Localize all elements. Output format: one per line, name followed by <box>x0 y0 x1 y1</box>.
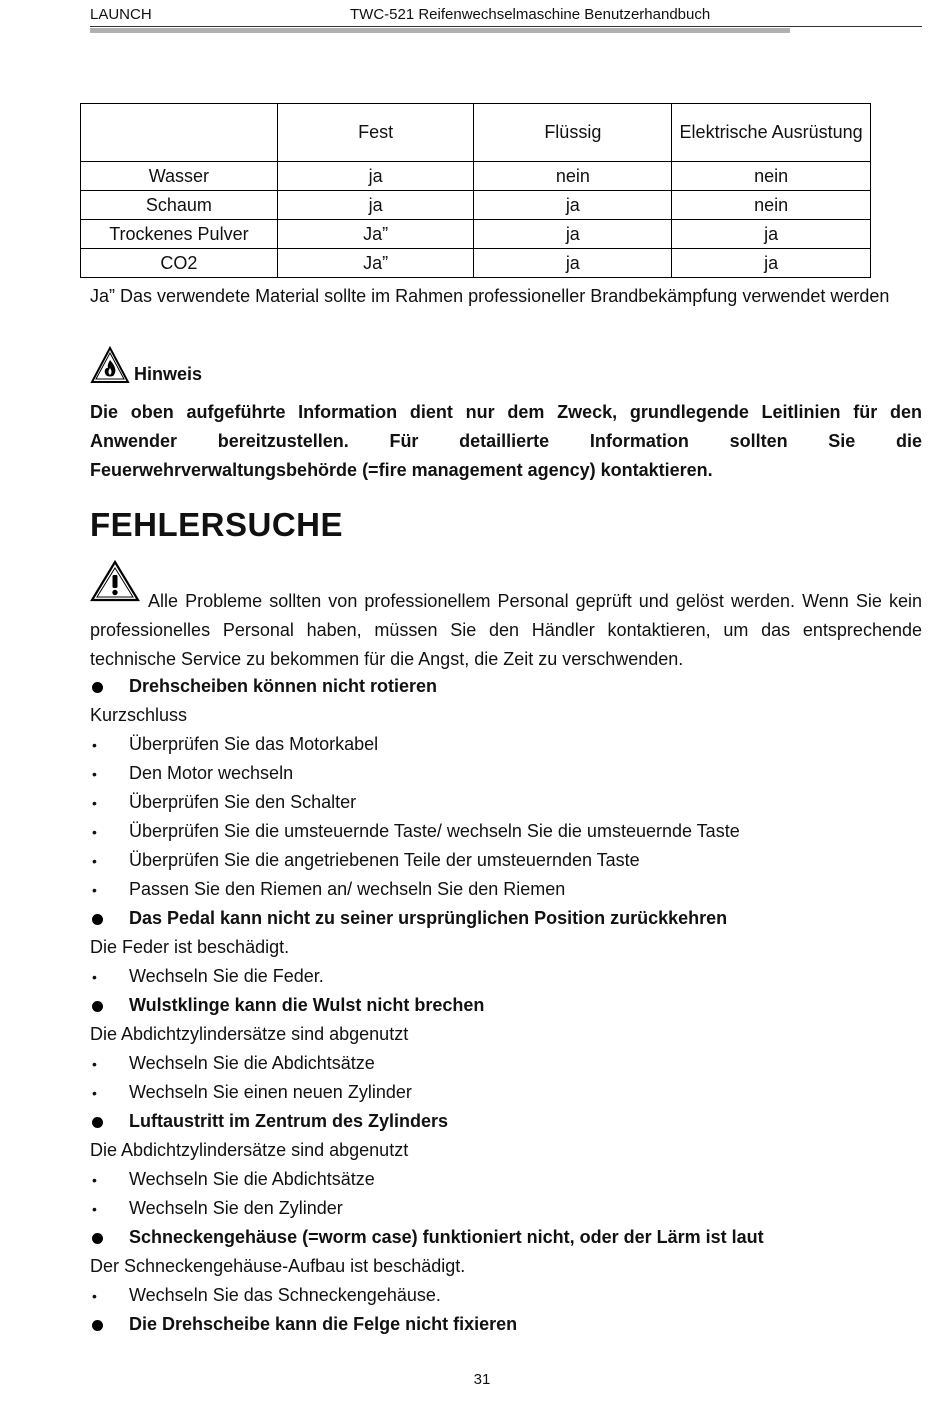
table-cell: ja <box>672 220 871 249</box>
header-shadow-bar <box>90 28 790 33</box>
table-header-row <box>81 104 871 162</box>
header-brand: LAUNCH <box>90 6 152 23</box>
cause-text <box>90 1020 922 1049</box>
filled-circle-bullet-icon <box>90 991 120 1020</box>
small-bullet-icon: • <box>92 795 97 811</box>
table-footnote: Ja” Das verwendete Material sollte im Rahmen professioneller Brandbekämpfung verwendet werden <box>90 286 890 306</box>
list-item <box>90 846 922 875</box>
cause-text <box>90 1252 922 1281</box>
list-item <box>90 1165 922 1194</box>
list-item-text: Wechseln Sie das Schneckengehäuse. <box>129 1285 441 1305</box>
list-item-text: Wechseln Sie die Abdichtsätze <box>129 1053 375 1073</box>
page-header <box>90 6 790 26</box>
problem-heading <box>90 904 922 933</box>
table-cell: ja <box>474 249 672 278</box>
list-item-text: Der Schneckengehäuse-Aufbau ist beschädigt. <box>90 1256 466 1276</box>
list-item <box>90 1194 922 1223</box>
list-item-text: Überprüfen Sie die angetriebenen Teile der umsteuernden Taste <box>129 850 640 870</box>
table-header-cell: Elektrische Ausrüstung <box>672 104 871 162</box>
list-item-text: Wechseln Sie die Abdichtsätze <box>129 1169 375 1189</box>
warning-text: Alle Probleme sollten von professionellem Personal geprüft und gelöst werden. Wenn Sie kein professionelles Personal haben, müssen Sie den Händler kontaktieren, um das entsprechende technische Service zu bekommen für die Angst, die Zeit zu verschwenden. <box>90 591 922 669</box>
problem-heading <box>90 991 922 1020</box>
list-item-text: Wechseln Sie die Feder. <box>129 966 324 986</box>
list-item <box>90 875 922 904</box>
list-item-text: Kurzschluss <box>90 705 188 725</box>
header-rule <box>90 26 922 27</box>
table-cell: ja <box>474 191 672 220</box>
filled-circle-bullet-icon <box>90 1223 120 1252</box>
filled-circle-bullet-icon <box>90 672 120 701</box>
table-header-cell: Fest <box>277 104 474 162</box>
warning-triangle-icon <box>90 560 140 602</box>
table-cell: CO2 <box>81 249 278 278</box>
table-row <box>81 220 871 249</box>
list-item-text: Die Abdichtzylindersätze sind abgenutzt <box>90 1140 409 1160</box>
list-item-text: Luftaustritt im Zentrum des Zylinders <box>129 1111 449 1131</box>
list-item <box>90 1281 922 1310</box>
filled-circle-bullet-icon <box>90 904 120 933</box>
small-bullet-icon: • <box>92 1085 97 1101</box>
table-cell: ja <box>277 191 474 220</box>
note-heading <box>90 346 490 388</box>
cause-text <box>90 933 922 962</box>
table-row <box>81 191 871 220</box>
table-cell: Wasser <box>81 162 278 191</box>
cause-text <box>90 701 922 730</box>
table-header-cell <box>81 104 278 162</box>
list-item-text: Das Pedal kann nicht zu seiner ursprünglichen Position zurückkehren <box>129 908 728 928</box>
table-row <box>81 249 871 278</box>
list-item-text: Überprüfen Sie den Schalter <box>129 792 357 812</box>
list-item <box>90 1049 922 1078</box>
filled-circle-bullet-icon <box>90 1310 120 1339</box>
problem-heading <box>90 1223 922 1252</box>
extinguisher-table <box>80 103 871 278</box>
small-bullet-icon: • <box>92 1201 97 1217</box>
table-cell: Ja” <box>277 249 474 278</box>
small-bullet-icon: • <box>92 737 97 753</box>
header-title: TWC-521 Reifenwechselmaschine Benutzerhandbuch <box>350 6 711 23</box>
table-row <box>81 162 871 191</box>
list-item <box>90 962 922 991</box>
list-item-text: Wechseln Sie den Zylinder <box>129 1198 343 1218</box>
list-item-text: Drehscheiben können nicht rotieren <box>129 676 438 696</box>
table-cell: Schaum <box>81 191 278 220</box>
list-item-text: Passen Sie den Riemen an/ wechseln Sie den Riemen <box>129 879 566 899</box>
list-item-text: Die Feder ist beschädigt. <box>90 937 290 957</box>
table-cell: Ja” <box>277 220 474 249</box>
list-item-text: Überprüfen Sie das Motorkabel <box>129 734 379 754</box>
table-cell: ja <box>277 162 474 191</box>
troubleshooting-list <box>90 672 922 1339</box>
list-item-text: Die Drehscheibe kann die Felge nicht fixieren <box>129 1314 518 1334</box>
note-label: Hinweis <box>134 364 203 384</box>
small-bullet-icon: • <box>92 1288 97 1304</box>
list-item <box>90 788 922 817</box>
small-bullet-icon: • <box>92 969 97 985</box>
small-bullet-icon: • <box>92 824 97 840</box>
table-cell: nein <box>672 162 871 191</box>
small-bullet-icon: • <box>92 882 97 898</box>
fire-warning-icon <box>90 346 130 386</box>
list-item <box>90 759 922 788</box>
list-item-text: Wechseln Sie einen neuen Zylinder <box>129 1082 412 1102</box>
list-item <box>90 1078 922 1107</box>
table-cell: nein <box>672 191 871 220</box>
table-cell: nein <box>474 162 672 191</box>
list-item-text: Überprüfen Sie die umsteuernde Taste/ wechseln Sie die umsteuernde Taste <box>129 821 740 841</box>
problem-heading <box>90 672 922 701</box>
small-bullet-icon: • <box>92 766 97 782</box>
small-bullet-icon: • <box>92 853 97 869</box>
table-cell: ja <box>474 220 672 249</box>
problem-heading <box>90 1310 922 1339</box>
small-bullet-icon: • <box>92 1056 97 1072</box>
list-item <box>90 817 922 846</box>
list-item <box>90 730 922 759</box>
problem-heading <box>90 1107 922 1136</box>
list-item-text: Wulstklinge kann die Wulst nicht brechen <box>129 995 485 1015</box>
small-bullet-icon: • <box>92 1172 97 1188</box>
cause-text <box>90 1136 922 1165</box>
filled-circle-bullet-icon <box>90 1107 120 1136</box>
note-text: Die oben aufgeführte Information dient nur dem Zweck, grundlegende Leitlinien für den Anwender bereitzustellen. Für detaillierte Information sollten Sie die Feuerwehrverwaltungsbehörde (=fire management agency) kontaktieren. <box>90 402 922 480</box>
warning-paragraph <box>90 560 922 674</box>
list-item-text: Schneckengehäuse (=worm case) funktioniert nicht, oder der Lärm ist laut <box>129 1227 764 1247</box>
page-number: 31 <box>473 1371 491 1388</box>
table-cell: ja <box>672 249 871 278</box>
table-header-cell: Flüssig <box>474 104 672 162</box>
list-item-text: Die Abdichtzylindersätze sind abgenutzt <box>90 1024 409 1044</box>
list-item-text: Den Motor wechseln <box>129 763 294 783</box>
section-title: FEHLERSUCHE <box>90 506 344 543</box>
table-cell: Trockenes Pulver <box>81 220 278 249</box>
